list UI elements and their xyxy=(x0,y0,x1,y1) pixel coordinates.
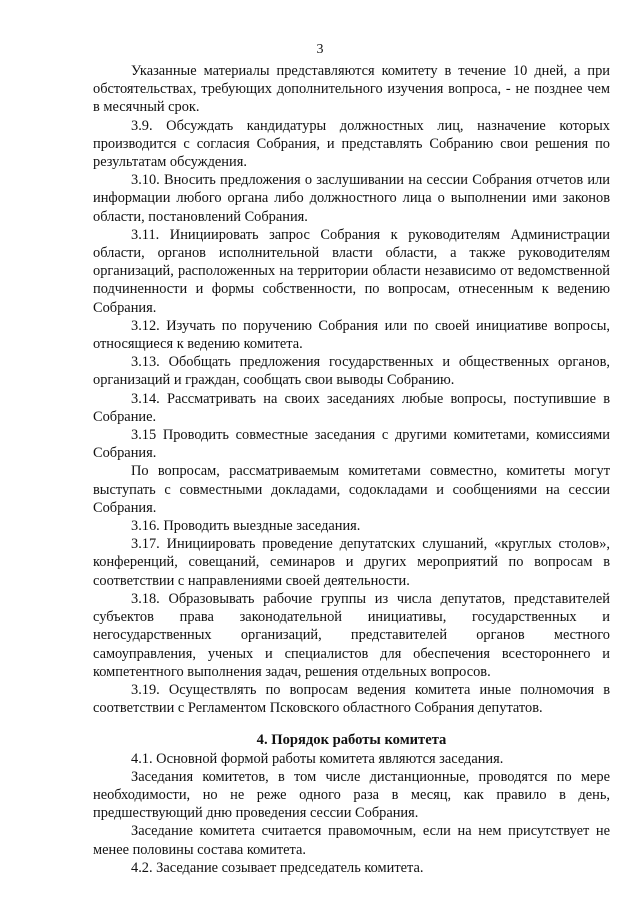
paragraph-3-9: 3.9. Обсуждать кандидатуры должностных лиц, назначение которых производится с согласия Собрания, и представлять Собранию свои решения по результатам обсуждения. xyxy=(93,117,610,171)
paragraph-3-13: 3.13. Обобщать предложения государственных и общественных органов, организаций и граждан, сообщать свои выводы Собранию. xyxy=(93,354,610,389)
paragraph-4-2: 4.2. Заседание созывает председатель комитета. xyxy=(131,859,424,876)
paragraph-3-17: 3.17. Инициировать проведение депутатских слушаний, «круглых столов», конференций, совещаний, семинаров и других мероприятий по вопросам в соответствии с направлениями своей деятельности. xyxy=(93,536,610,589)
paragraph-3-19: 3.19. Осуществлять по вопросам ведения комитета иные полномочия в соответствии с Регламентом Псковского областного Собрания депутатов. xyxy=(93,681,610,717)
paragraph-joint-reports: По вопросам, рассматриваемым комитетами совместно, комитеты могут выступать с совместными докладами, содокладами и сообщениями на сессии Собрания. xyxy=(93,463,610,516)
paragraph-3-11: 3.11. Инициировать запрос Собрания к руководителям Администрации области, органов исполнительной власти области, а также руководителям организаций, расположенных на территории области независимо от ведомственной подчиненности и формы собственности, по вопросам, отнесенным к ведению Собрания. xyxy=(93,226,610,316)
paragraph-meetings-frequency: Заседания комитетов, в том числе дистанционные, проводятся по мере необходимости, но не реже одного раза в месяц, как правило в день, предшествующий дню проведения сессии Собрания. xyxy=(93,768,610,822)
section-heading: 4. Порядок работы комитета xyxy=(256,732,447,749)
paragraph-3-12: 3.12. Изучать по поручению Собрания или по своей инициативе вопросы, относящиеся к ведению комитета. xyxy=(93,317,610,353)
paragraph-materials-deadline: Указанные материалы представляются комитету в течение 10 дней, а при обстоятельствах, требующих дополнительного изучения вопроса, - не позднее чем в месячный срок. xyxy=(93,63,610,116)
paragraph-3-14: 3.14. Рассматривать на своих заседаниях любые вопросы, поступившие в Собрание. xyxy=(93,390,610,425)
paragraph-4-1: 4.1. Основной формой работы комитета являются заседания. xyxy=(131,750,504,767)
paragraph-3-10: 3.10. Вносить предложения о заслушивании на сессии Собрания отчетов или информации любого органа либо должностного лица о выполнении ими законов области, постановлений Собрания. xyxy=(93,172,610,225)
document-body xyxy=(93,62,610,877)
paragraph-quorum: Заседание комитета считается правомочным, если на нем присутствует не менее половины состава комитета. xyxy=(93,823,610,858)
paragraph-3-18: 3.18. Образовывать рабочие группы из числа депутатов, представителей субъектов права законодательной инициативы, государственных и негосударственных организаций, представителей органов местного самоуправления, ученых и специалистов для обеспечения всестороннего и компетентного выполнения задач, решения отдельных вопросов. xyxy=(93,590,610,680)
page-number: 3 xyxy=(316,42,324,57)
paragraph-3-15: 3.15 Проводить совместные заседания с другими комитетами, комиссиями Собрания. xyxy=(93,427,610,462)
paragraph-3-16: 3.16. Проводить выездные заседания. xyxy=(131,518,361,535)
